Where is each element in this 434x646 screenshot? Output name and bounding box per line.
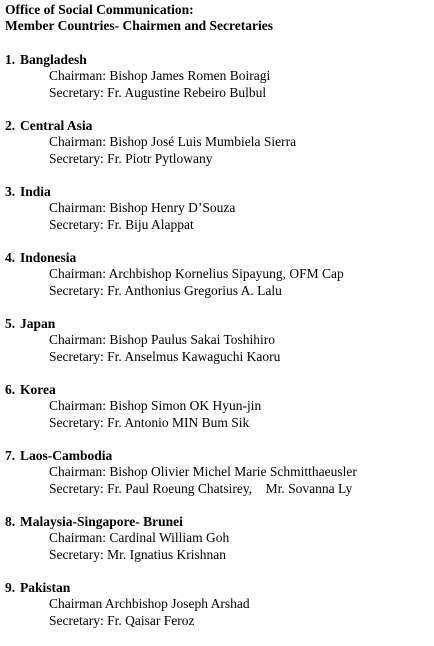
chairman-line: Chairman: Bishop Olivier Michel Marie Schmitthaeusler [49, 464, 357, 479]
item-number: 2. [5, 118, 16, 133]
chairman-line: Chairman: Archbishop Kornelius Sipayung, OFM Cap [49, 266, 344, 281]
chairman-line: Chairman Archbishop Joseph Arshad [49, 596, 250, 611]
chairman-line: Chairman: Bishop Simon OK Hyun-jin [49, 398, 262, 413]
list-item [5, 448, 429, 514]
country-name: Bangladesh [20, 52, 87, 67]
chairman-line: Chairman: Bishop Paulus Sakai Toshihiro [49, 332, 276, 347]
country-heading [5, 118, 429, 134]
item-number: 3. [5, 184, 16, 199]
country-heading [5, 382, 429, 398]
country-heading [5, 184, 429, 200]
country-heading [5, 316, 429, 332]
country-heading [5, 580, 429, 596]
secretary-line: Secretary: Fr. Piotr Pytlowany [49, 150, 213, 166]
country-name: India [20, 184, 51, 199]
item-number: 9. [5, 580, 16, 595]
list-item [5, 250, 429, 316]
document-page [5, 2, 429, 646]
chairman-line: Chairman: Bishop José Luis Mumbiela Sierra [49, 134, 297, 149]
list-item [5, 118, 429, 184]
secretary-line: Secretary: Fr. Anthonius Gregorius A. Lalu [49, 282, 282, 298]
secretary-line: Secretary: Mr. Ignatius Krishnan [49, 546, 226, 562]
document-subtitle: Member Countries- Chairmen and Secretaries [5, 18, 273, 33]
item-number: 1. [5, 52, 16, 67]
secretary-line: Secretary: Fr. Augustine Rebeiro Bulbul [49, 84, 267, 100]
item-number: 7. [5, 448, 16, 463]
country-heading [5, 514, 429, 530]
list-item [5, 580, 429, 646]
chairman-line: Chairman: Bishop James Romen Boiragi [49, 68, 271, 83]
chairman-line: Chairman: Cardinal William Goh [49, 530, 230, 545]
country-name: Malaysia-Singapore- Brunei [20, 514, 183, 529]
list-item [5, 382, 429, 448]
list-item [5, 52, 429, 118]
secretary-line: Secretary: Fr. Anselmus Kawaguchi Kaoru [49, 348, 281, 364]
secretary-line: Secretary: Fr. Qaisar Feroz [49, 612, 195, 628]
country-name: Central Asia [20, 118, 93, 133]
chairman-line: Chairman: Bishop Henry D’Souza [49, 200, 236, 215]
country-name: Japan [20, 316, 56, 331]
country-name: Indonesia [20, 250, 77, 265]
item-number: 4. [5, 250, 16, 265]
secretary-line: Secretary: Fr. Antonio MIN Bum Sik [49, 414, 250, 430]
country-heading [5, 250, 429, 266]
member-country-list [5, 52, 429, 646]
list-item [5, 514, 429, 580]
country-name: Laos-Cambodia [20, 448, 113, 463]
country-name: Pakistan [20, 580, 71, 595]
list-item [5, 316, 429, 382]
document-title: Office of Social Communication: [5, 2, 194, 17]
item-number: 6. [5, 382, 16, 397]
country-heading [5, 448, 429, 464]
item-number: 5. [5, 316, 16, 331]
country-name: Korea [20, 382, 56, 397]
secretary-line: Secretary: Fr. Biju Alappat [49, 216, 194, 232]
list-item [5, 184, 429, 250]
item-number: 8. [5, 514, 16, 529]
country-heading [5, 52, 429, 68]
secretary-line: Secretary: Fr. Paul Roeung Chatsirey, Mr. Sovanna Ly [49, 480, 353, 496]
